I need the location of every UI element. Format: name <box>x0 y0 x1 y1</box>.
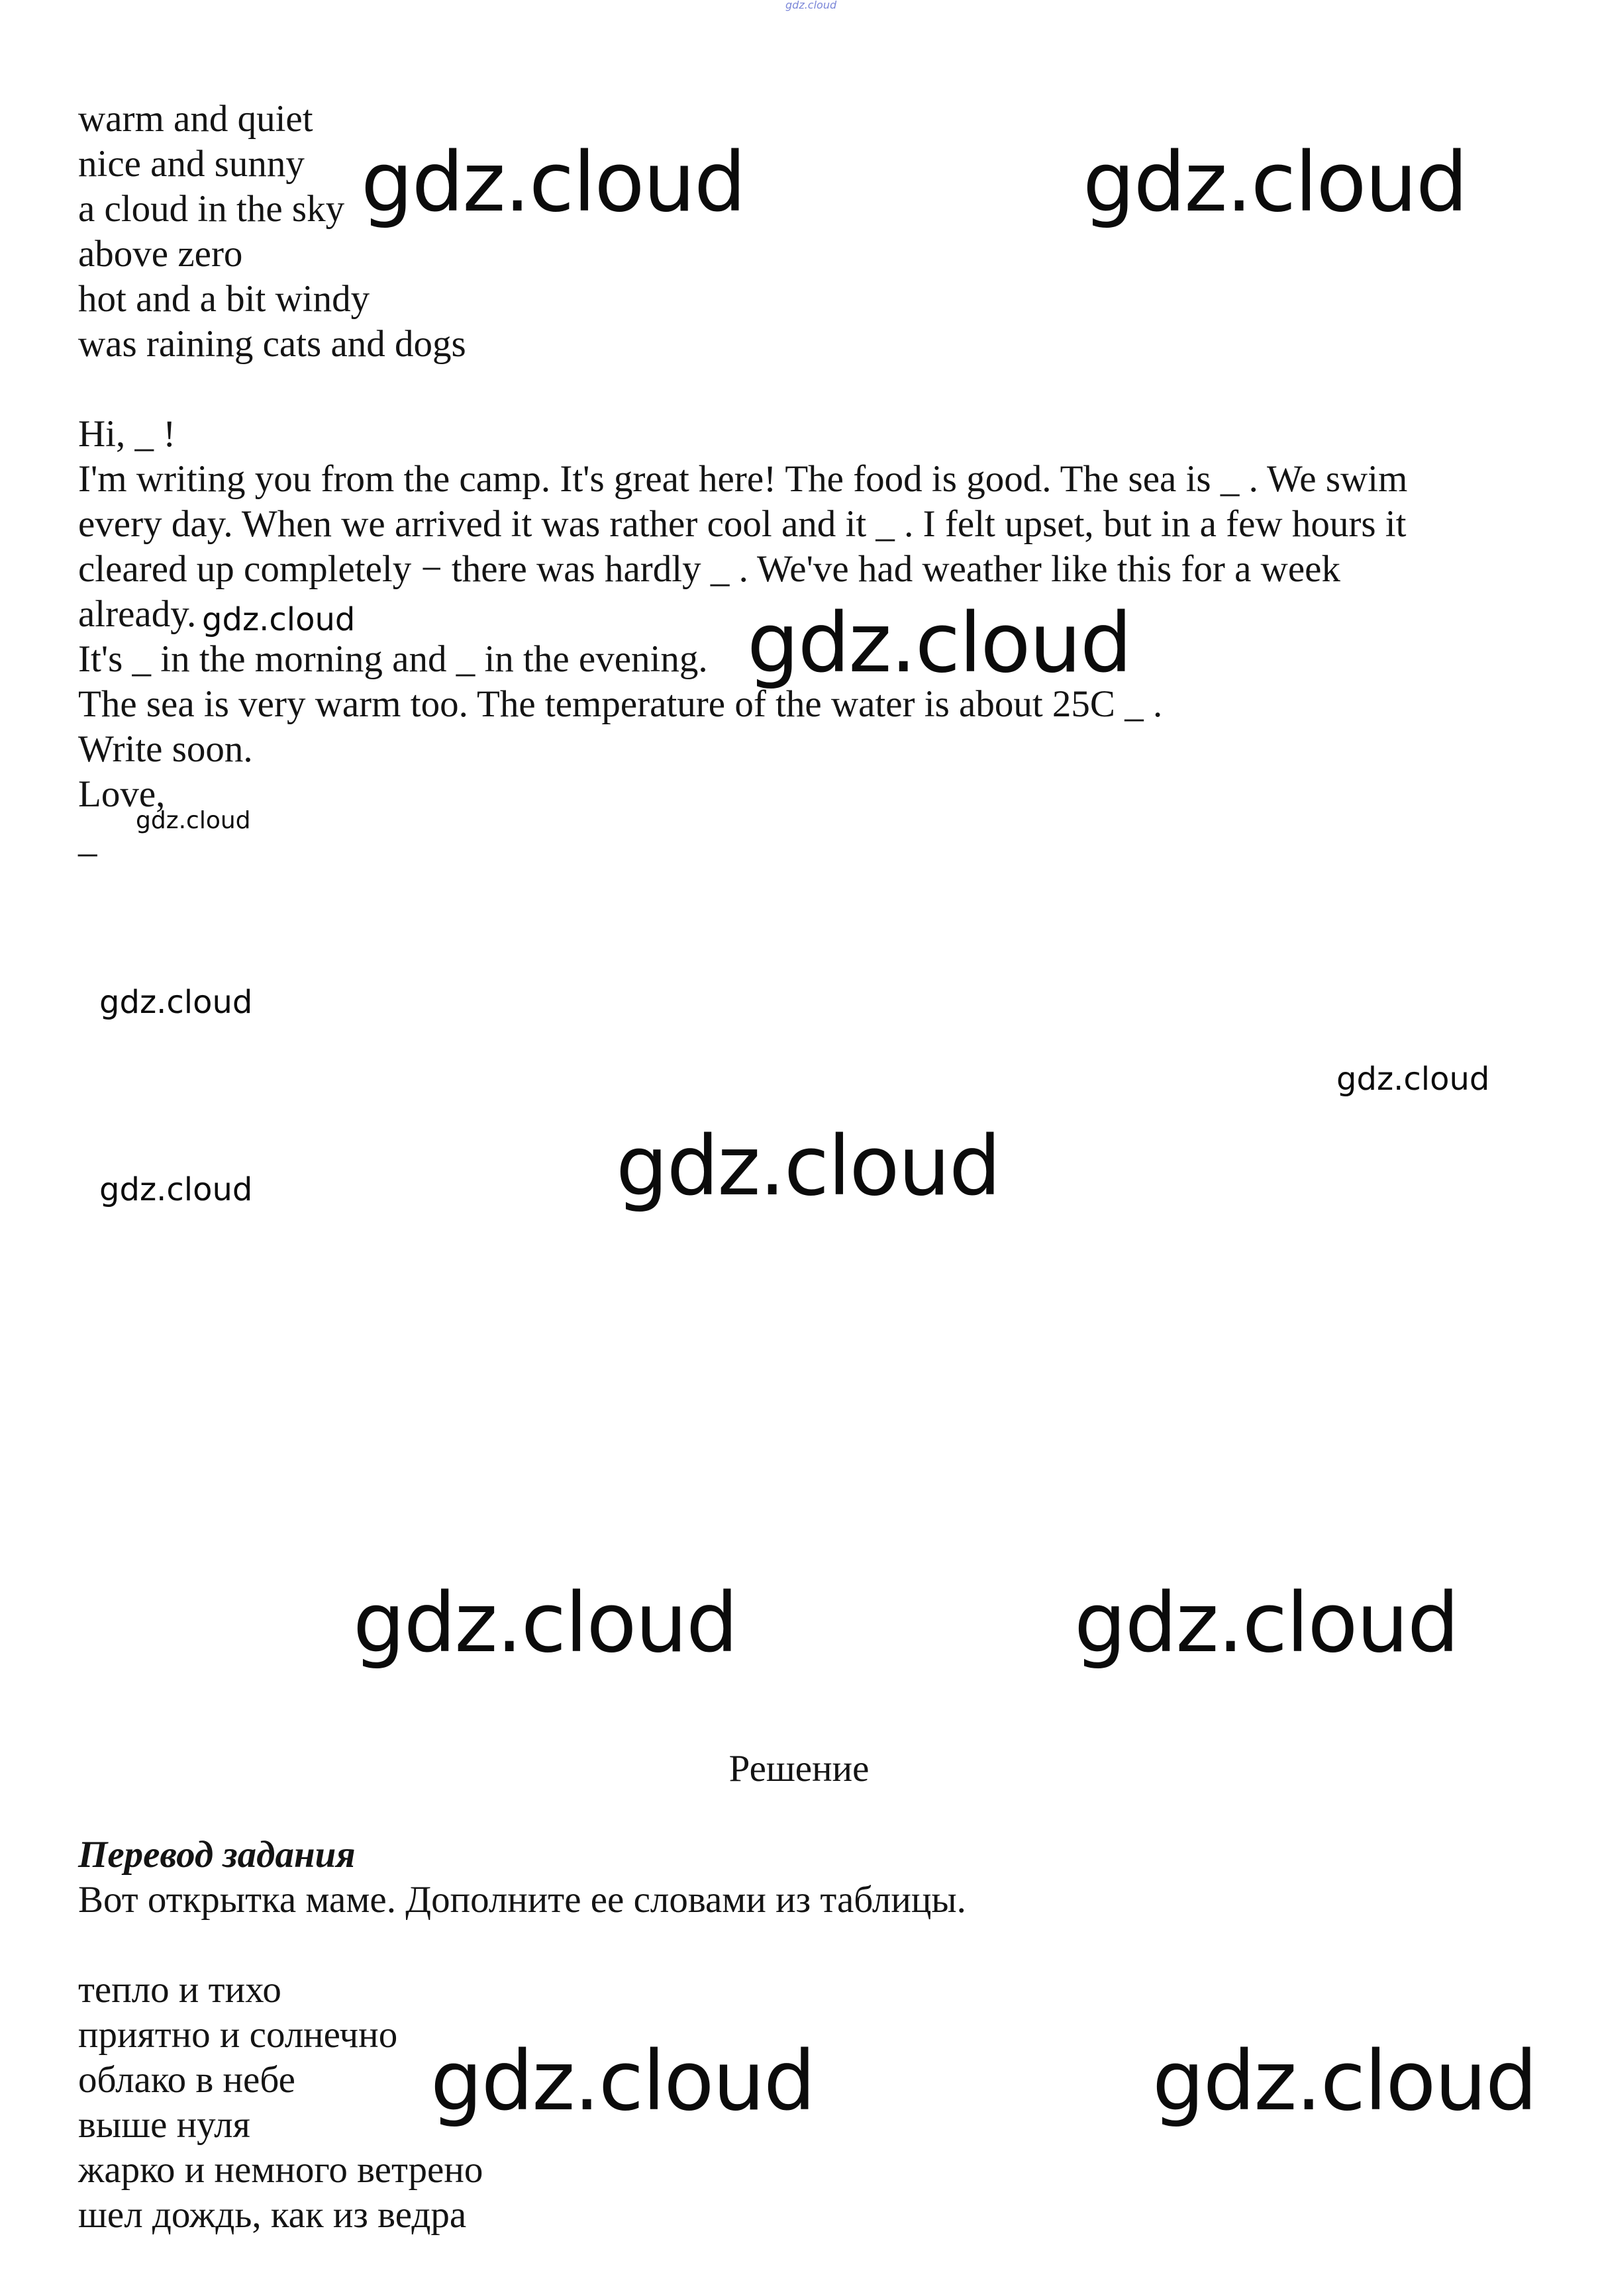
postcard-line-5: already. <box>78 593 197 635</box>
translation-text: Вот открытка маме. Дополните ее словами из таблицы. <box>78 1879 966 1921</box>
watermark: gdz.cloud <box>1152 2034 1536 2129</box>
watermark: gdz.cloud <box>202 601 356 638</box>
postcard-line-4: cleared up completely − there was hardly _ . We've had weather like this for a week <box>78 548 1340 590</box>
postcard-line-3: every day. When we arrived it was rather cool and it _ . I felt upset, but in a few hours it <box>78 503 1407 545</box>
postcard-line-7: The sea is very warm too. The temperature of the water is about 25C _ . <box>78 683 1163 725</box>
phrase-ru-1: тепло и тихо <box>78 1969 281 2011</box>
watermark: gdz.cloud <box>99 984 253 1021</box>
translation-title: Перевод задания <box>78 1834 356 1876</box>
watermark: gdz.cloud <box>136 807 251 834</box>
solution-heading: Решение <box>728 1748 870 1790</box>
phrase-ru-5: жарко и немного ветрено <box>78 2149 483 2191</box>
watermark: gdz.cloud <box>1336 1061 1490 1098</box>
watermark: gdz.cloud <box>361 135 745 230</box>
phrase-en-2: nice and sunny <box>78 143 305 185</box>
postcard-line-1: Hi, _ ! <box>78 413 176 455</box>
phrase-en-4: above zero <box>78 233 243 275</box>
phrase-ru-4: выше нуля <box>78 2104 250 2146</box>
phrase-ru-2: приятно и солнечно <box>78 2014 398 2056</box>
watermark: gdz.cloud <box>353 1576 737 1671</box>
watermark: gdz.cloud <box>616 1119 1000 1214</box>
phrase-en-6: was raining cats and dogs <box>78 323 466 365</box>
header-watermark: gdz.cloud <box>785 0 837 11</box>
phrase-en-5: hot and a bit windy <box>78 278 370 320</box>
postcard-line-2: I'm writing you from the camp. It's great here! The food is good. The sea is _ . We swim <box>78 458 1408 500</box>
watermark: gdz.cloud <box>99 1171 253 1208</box>
watermark: gdz.cloud <box>430 2034 815 2129</box>
phrase-ru-6: шел дождь, как из ведра <box>78 2194 467 2236</box>
phrase-ru-3: облако в небе <box>78 2059 295 2101</box>
watermark: gdz.cloud <box>747 596 1131 691</box>
watermark: gdz.cloud <box>1083 135 1467 230</box>
phrase-en-1: warm and quiet <box>78 98 313 140</box>
postcard-line-6: It's _ in the morning and _ in the evening. <box>78 638 708 680</box>
postcard-line-8: Write soon. <box>78 728 253 770</box>
watermark: gdz.cloud <box>1074 1576 1458 1671</box>
phrase-en-3: a cloud in the sky <box>78 188 345 230</box>
postcard-line-9: Love, <box>78 773 166 815</box>
postcard-line-10: _ <box>78 818 97 860</box>
